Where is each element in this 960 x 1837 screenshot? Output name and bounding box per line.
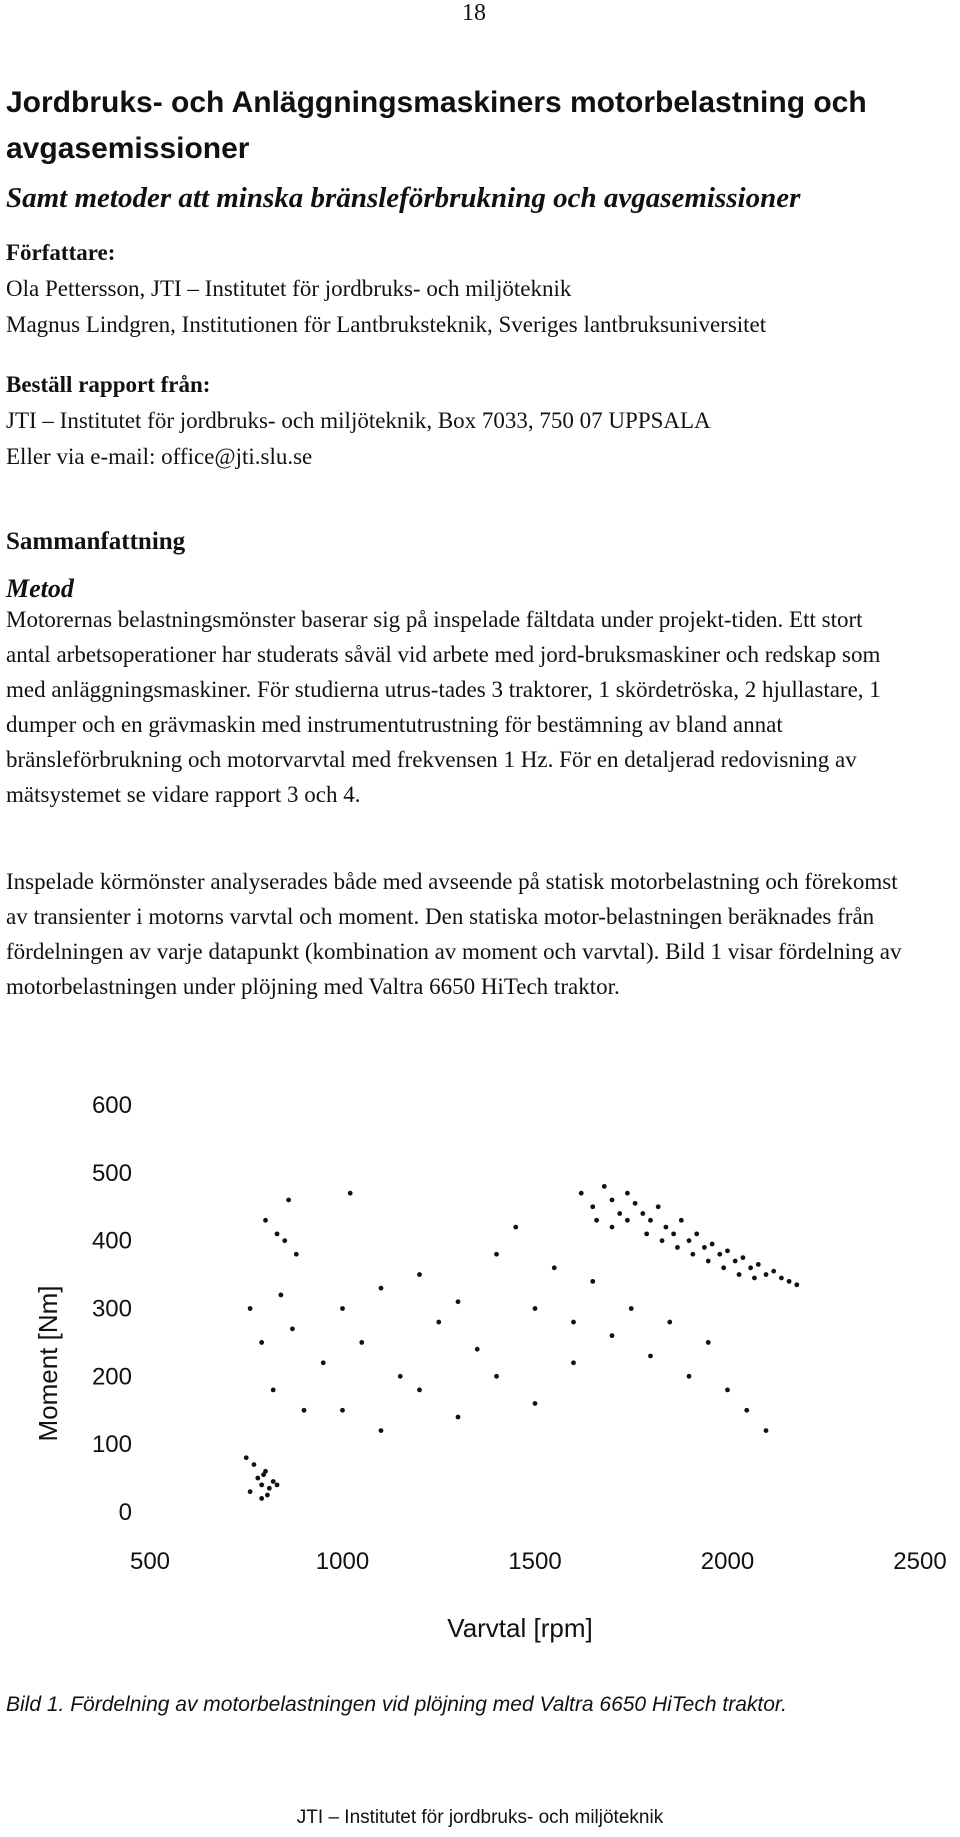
data-point bbox=[648, 1218, 653, 1223]
data-point bbox=[456, 1299, 461, 1304]
data-point bbox=[610, 1333, 615, 1338]
data-point bbox=[764, 1428, 769, 1433]
data-point bbox=[513, 1225, 518, 1230]
data-point bbox=[552, 1265, 557, 1270]
data-point bbox=[660, 1238, 665, 1243]
data-point bbox=[267, 1486, 272, 1491]
data-point bbox=[417, 1388, 422, 1393]
x-axis bbox=[130, 1548, 947, 1575]
data-point bbox=[748, 1265, 753, 1270]
data-point bbox=[610, 1198, 615, 1203]
data-point bbox=[787, 1279, 792, 1284]
data-point bbox=[602, 1184, 607, 1189]
scatter-chart bbox=[0, 1080, 960, 1680]
x-axis-title: Varvtal [rpm] bbox=[447, 1613, 593, 1643]
data-point bbox=[265, 1493, 270, 1498]
data-point bbox=[279, 1293, 284, 1298]
page-number: 18 bbox=[462, 0, 486, 26]
x-tick-label: 500 bbox=[129, 1548, 171, 1575]
data-point bbox=[244, 1455, 249, 1460]
x-tick-label: 2500 bbox=[893, 1548, 947, 1575]
data-point bbox=[706, 1259, 711, 1264]
data-point bbox=[617, 1211, 622, 1216]
x-tick-label: 1500 bbox=[508, 1548, 562, 1575]
data-point bbox=[294, 1252, 299, 1257]
data-point bbox=[633, 1201, 638, 1206]
y-tick-label: 300 bbox=[91, 1295, 132, 1323]
data-point bbox=[687, 1374, 692, 1379]
data-point bbox=[741, 1255, 746, 1260]
data-point bbox=[259, 1340, 264, 1345]
data-point bbox=[282, 1238, 287, 1243]
data-point bbox=[290, 1326, 295, 1331]
order-email[interactable]: Eller via e-mail: office@jti.slu.se bbox=[6, 444, 313, 469]
data-point bbox=[679, 1218, 684, 1223]
data-point bbox=[248, 1306, 253, 1311]
data-point bbox=[690, 1252, 695, 1257]
data-point bbox=[359, 1340, 364, 1345]
data-point bbox=[644, 1231, 649, 1236]
data-point bbox=[494, 1374, 499, 1379]
paragraph-method: Motorernas belastningsmönster baserar sig på inspelade fältdata under projekt-tiden. Ett stort antal arbetsoperationer har studerats såväl vid arbete med jord-bruksmaskiner och redskap som med anläggningsmaskiner. För studierna utrus-tades 3 traktorer, 1 skördetröska, 2 hjullastare, 1 dumper och en grävmaskin med instrumentutrustning för bestämning av bland annat bränsleförbrukning och motorvarvtal med frekvensen 1 Hz. För en detaljerad redovisning av mätsystemet se vidare rapport 3 och 4. bbox=[6, 607, 881, 807]
x-tick-label: 1000 bbox=[315, 1548, 370, 1575]
section-title: Sammanfattning bbox=[6, 528, 186, 555]
data-point bbox=[640, 1211, 645, 1216]
data-point bbox=[475, 1347, 480, 1352]
data-point bbox=[764, 1272, 769, 1277]
data-point bbox=[379, 1286, 384, 1291]
y-axis bbox=[92, 1092, 132, 1526]
data-point bbox=[656, 1204, 661, 1209]
data-point bbox=[590, 1279, 595, 1284]
data-point bbox=[456, 1415, 461, 1420]
data-point bbox=[771, 1269, 776, 1274]
data-point bbox=[733, 1259, 738, 1264]
document-title: Jordbruks- och Anläggningsmaskiners motorbelastning och avgasemissioner bbox=[6, 86, 867, 165]
data-point bbox=[794, 1282, 799, 1287]
data-point bbox=[252, 1462, 257, 1467]
data-point bbox=[348, 1191, 353, 1196]
data-point bbox=[571, 1360, 576, 1365]
data-point bbox=[571, 1320, 576, 1325]
data-point bbox=[263, 1218, 268, 1223]
data-point bbox=[261, 1472, 266, 1477]
data-point bbox=[275, 1231, 280, 1236]
data-point bbox=[744, 1408, 749, 1413]
data-point bbox=[694, 1231, 699, 1236]
data-point bbox=[706, 1340, 711, 1345]
data-point bbox=[594, 1218, 599, 1223]
data-point bbox=[675, 1245, 680, 1250]
page-footer: JTI – Institutet för jordbruks- och miljöteknik bbox=[296, 1807, 664, 1828]
data-point bbox=[255, 1476, 260, 1481]
data-point bbox=[671, 1231, 676, 1236]
y-axis-title: Moment [Nm] bbox=[33, 1285, 63, 1442]
y-tick-label: 0 bbox=[118, 1499, 132, 1526]
figure-caption: Bild 1. Fördelning av motorbelastningen vid plöjning med Valtra 6650 HiTech traktor. bbox=[6, 1693, 787, 1716]
y-tick-label: 100 bbox=[91, 1431, 132, 1459]
data-point bbox=[779, 1276, 784, 1281]
y-tick-label: 500 bbox=[91, 1159, 132, 1187]
data-point bbox=[625, 1191, 630, 1196]
data-point bbox=[721, 1265, 726, 1270]
data-point bbox=[321, 1360, 326, 1365]
data-point bbox=[702, 1245, 707, 1250]
authors-label: Författare: bbox=[6, 240, 116, 265]
data-point bbox=[648, 1354, 653, 1359]
data-point bbox=[398, 1374, 403, 1379]
data-points bbox=[244, 1184, 799, 1501]
data-point bbox=[717, 1252, 722, 1257]
data-point bbox=[687, 1238, 692, 1243]
order-label: Beställ rapport från: bbox=[6, 372, 211, 397]
author-line: Magnus Lindgren, Institutionen för Lantbruksteknik, Sveriges lantbruksuniversitet bbox=[6, 312, 767, 337]
data-point bbox=[379, 1428, 384, 1433]
paragraph-analysis: Inspelade körmönster analyserades både med avseende på statisk motorbelastning och förekomst av transienter i motorns varvtal och moment. Den statiska motor-belastningen beräknades från fördelningen av varje datapunkt (kombination av moment och varvtal). Bild 1 visar fördelning av motorbelastningen under plöjning med Valtra 6650 HiTech traktor. bbox=[6, 869, 902, 999]
data-point bbox=[259, 1482, 264, 1487]
data-point bbox=[667, 1320, 672, 1325]
data-point bbox=[752, 1276, 757, 1281]
data-point bbox=[710, 1242, 715, 1247]
data-point bbox=[417, 1272, 422, 1277]
data-point bbox=[275, 1482, 280, 1487]
document-subtitle: Samt metoder att minska bränsleförbrukning och avgasemissioner bbox=[6, 182, 801, 214]
data-point bbox=[756, 1262, 761, 1267]
data-point bbox=[494, 1252, 499, 1257]
data-point bbox=[725, 1388, 730, 1393]
data-point bbox=[664, 1225, 669, 1230]
data-point bbox=[340, 1306, 345, 1311]
author-line: Ola Pettersson, JTI – Institutet för jordbruks- och miljöteknik bbox=[6, 276, 572, 301]
data-point bbox=[302, 1408, 307, 1413]
data-point bbox=[271, 1388, 276, 1393]
subsection-title: Metod bbox=[6, 574, 74, 603]
data-point bbox=[271, 1479, 276, 1484]
data-point bbox=[610, 1225, 615, 1230]
data-point bbox=[725, 1248, 730, 1253]
data-point bbox=[590, 1204, 595, 1209]
data-point bbox=[248, 1489, 253, 1494]
data-point bbox=[625, 1218, 630, 1223]
y-tick-label: 400 bbox=[91, 1227, 132, 1255]
data-point bbox=[259, 1496, 264, 1501]
y-tick-label: 600 bbox=[91, 1092, 132, 1119]
data-point bbox=[579, 1191, 584, 1196]
y-tick-label: 200 bbox=[91, 1363, 132, 1391]
data-point bbox=[340, 1408, 345, 1413]
data-point bbox=[533, 1401, 538, 1406]
order-address: JTI – Institutet för jordbruks- och miljöteknik, Box 7033, 750 07 UPPSALA bbox=[6, 408, 711, 433]
data-point bbox=[629, 1306, 634, 1311]
x-tick-label: 2000 bbox=[700, 1548, 755, 1575]
data-point bbox=[436, 1320, 441, 1325]
data-point bbox=[533, 1306, 538, 1311]
data-point bbox=[737, 1272, 742, 1277]
data-point bbox=[286, 1198, 291, 1203]
